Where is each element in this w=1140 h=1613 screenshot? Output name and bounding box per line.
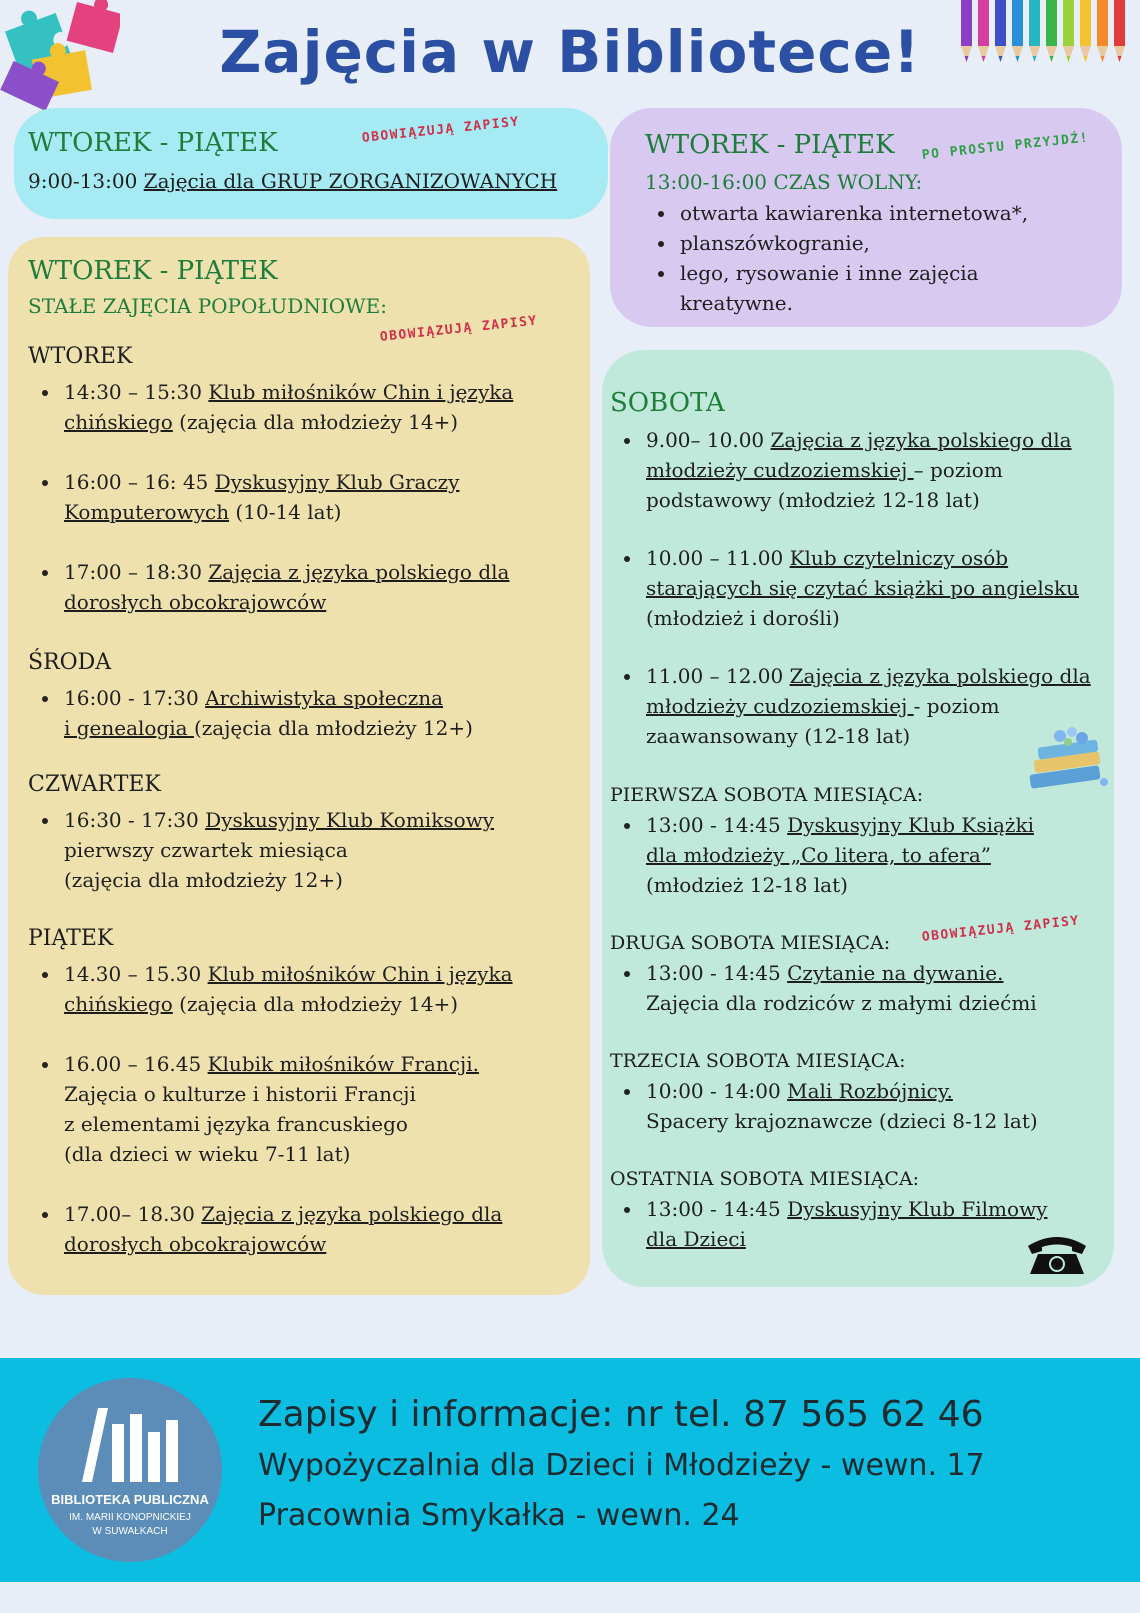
day-activity-list (24, 805, 494, 895)
activity-note: (zajęcia dla młodzieży 12+) (193, 716, 473, 740)
activity-time: 13:00 - 14:45 (646, 813, 788, 837)
card1-heading: WTOREK - PIĄTEK (28, 128, 278, 158)
activity-line (646, 691, 1091, 721)
footer-phone: Zapisy i informacje: nr tel. 87 565 62 46 (258, 1394, 984, 1435)
activity-note: - poziom (913, 694, 1000, 718)
activity-time: 10:00 - 14:00 (646, 1079, 788, 1103)
activity-line (646, 1194, 1047, 1224)
activity-note: pierwszy czwartek miesiąca (64, 838, 348, 862)
activity-line (64, 407, 513, 437)
activity-link[interactable]: dorosłych obcokrajowców (64, 1232, 327, 1256)
activity-line (646, 958, 1037, 988)
activity-note: podstawowy (młodzież 12-18 lat) (646, 488, 980, 512)
card1-line (28, 166, 557, 196)
activity-time: 10.00 – 11.00 (646, 546, 790, 570)
monthly-item (606, 1194, 1047, 1254)
activity-note: (zajęcia dla młodzieży 14+) (172, 410, 459, 434)
activity-note: Zajęcia dla rodziców z małymi dziećmi (646, 991, 1037, 1015)
activity-time: 11.00 – 12.00 (646, 664, 790, 688)
activity-line (646, 1076, 1038, 1106)
activity-link[interactable]: Archiwistyka społeczna (205, 686, 444, 710)
footer-workshop-ext: Pracownia Smykałka - wewn. 24 (258, 1498, 740, 1533)
activity-time: 17:00 – 18:30 (64, 560, 209, 584)
card2-item-line: lego, rysowanie i inne zajęcia (680, 261, 979, 285)
activity-item (24, 1199, 513, 1259)
day-heading-środa: ŚRODA (28, 650, 112, 675)
card2-list-item (640, 258, 1028, 318)
activity-line (64, 1049, 513, 1079)
activity-line (64, 377, 513, 407)
activity-link[interactable]: Zajęcia z języka polskiego dla (201, 1202, 503, 1226)
books-flowers-icon (1020, 722, 1120, 802)
card2-subheading: 13:00-16:00 CZAS WOLNY: (645, 170, 923, 194)
saturday-item (606, 543, 1091, 633)
monthly-label: TRZECIA SOBOTA MIESIĄCA: (610, 1050, 906, 1072)
activity-link[interactable]: Mali Rozbójnicy. (787, 1079, 953, 1103)
saturday-item (606, 661, 1091, 751)
activity-link[interactable]: Zajęcia z języka polskiego dla (789, 664, 1091, 688)
activity-note: (młodzież 12-18 lat) (646, 873, 848, 897)
activity-note: Zajęcia o kulturze i historii Francji (64, 1082, 416, 1106)
activity-time: 9.00– 10.00 (646, 428, 771, 452)
card2-list-item (640, 228, 1028, 258)
activity-link[interactable]: Dyskusyjny Klub Filmowy (787, 1197, 1048, 1221)
day-activity-list (24, 959, 513, 1259)
activity-line (64, 587, 513, 617)
monthly-item (606, 810, 1034, 900)
activity-link[interactable]: Zajęcia z języka polskiego dla (208, 560, 510, 584)
card2-list-item (640, 198, 1028, 228)
activity-link[interactable]: starających się czytać książki po angielsku (646, 576, 1079, 600)
activity-line (64, 557, 513, 587)
activity-line (646, 543, 1091, 573)
card2-list (640, 198, 1028, 318)
activity-link[interactable]: Klubik miłośników Francji. (207, 1052, 479, 1076)
monthly-list (606, 1076, 1038, 1136)
card3-subheading: STAŁE ZAJĘCIA POPOŁUDNIOWE: (28, 294, 388, 318)
activity-item (24, 959, 513, 1019)
logo-line3: W SUWAŁKACH (92, 1526, 168, 1537)
activity-link[interactable]: Klub miłośników Chin i języka (207, 962, 513, 986)
activity-link[interactable]: i genealogia (64, 716, 194, 740)
activity-note: – poziom (913, 458, 1003, 482)
activity-time: 16:30 - 17:30 (64, 808, 206, 832)
activity-item (24, 1049, 513, 1169)
saturday-list (606, 425, 1091, 751)
activity-link[interactable]: dla Dzieci (646, 1227, 746, 1251)
monthly-label: DRUGA SOBOTA MIESIĄCA: (610, 932, 891, 954)
activity-time: 13:00 - 14:45 (646, 1197, 788, 1221)
activity-line (64, 467, 513, 497)
monthly-list (606, 958, 1037, 1018)
activity-link[interactable]: chińskiego (64, 992, 173, 1016)
card2-item-line: planszówkogranie, (680, 231, 870, 255)
activity-link[interactable]: młodzieży cudzoziemskiej (646, 458, 914, 482)
activity-link[interactable]: Dyskusyjny Klub Komiksowy (205, 808, 495, 832)
day-activity-list (24, 377, 513, 617)
activity-item (24, 805, 494, 895)
card1-activity-link[interactable]: Zajęcia dla GRUP ZORGANIZOWANYCH (143, 169, 558, 193)
activity-item (24, 467, 513, 527)
monthly-label: PIERWSZA SOBOTA MIESIĄCA: (610, 784, 924, 806)
activity-note: (zajęcia dla młodzieży 12+) (64, 868, 343, 892)
footer-lending-ext: Wypożyczalnia dla Dzieci i Młodzieży - wewn. 17 (258, 1448, 985, 1483)
activity-time: 14:30 – 15:30 (64, 380, 209, 404)
activity-link[interactable]: Dyskusyjny Klub Graczy (214, 470, 460, 494)
activity-line (646, 661, 1091, 691)
monthly-list (606, 810, 1034, 900)
page-title: Zajęcia w Bibliotece! (219, 18, 921, 86)
activity-link[interactable]: Klub miłośników Chin i języka (208, 380, 514, 404)
card3-stamp: OBOWIĄZUJĄ ZAPISY (379, 313, 539, 345)
card1-stamp: OBOWIĄZUJĄ ZAPISY (361, 114, 521, 146)
day-activity-list (24, 683, 473, 743)
activity-line (64, 989, 513, 1019)
monthly-label: OSTATNIA SOBOTA MIESIĄCA: (610, 1168, 920, 1190)
activity-time: 13:00 - 14:45 (646, 961, 788, 985)
card3-heading: WTOREK - PIĄTEK (28, 256, 278, 286)
activity-time: 16:00 – 16: 45 (64, 470, 215, 494)
day-heading-piątek: PIĄTEK (28, 926, 114, 951)
card2-stamp: PO PROSTU PRZYJDŹ! (921, 130, 1090, 163)
activity-line (64, 683, 473, 713)
activity-time: 14.30 – 15.30 (64, 962, 208, 986)
activity-note: (zajęcia dla młodzieży 14+) (172, 992, 459, 1016)
activity-line (646, 573, 1091, 603)
activity-link[interactable]: dla młodzieży „Co litera, to afera” (646, 843, 991, 867)
activity-line (646, 810, 1034, 840)
monthly-item (606, 958, 1037, 1018)
monthly-item (606, 1076, 1038, 1136)
card2-item-line: otwarta kawiarenka internetowa*, (680, 201, 1029, 225)
activity-item (24, 683, 473, 743)
activity-note: (młodzież i dorośli) (646, 606, 840, 630)
saturday-item (606, 425, 1091, 515)
activity-line (646, 455, 1091, 485)
library-logo-icon (38, 1378, 222, 1562)
card2-heading: WTOREK - PIĄTEK (645, 130, 895, 160)
monthly-list (606, 1194, 1047, 1254)
activity-line (646, 425, 1091, 455)
activity-time: 17.00– 18.30 (64, 1202, 202, 1226)
activity-line (64, 1229, 513, 1259)
activity-note: zaawansowany (12-18 lat) (646, 724, 911, 748)
logo-line2: IM. MARII KONOPNICKIEJ (69, 1512, 191, 1523)
activity-link[interactable]: Klub czytelniczy osób (789, 546, 1009, 570)
activity-link[interactable]: dorosłych obcokrajowców (64, 590, 327, 614)
card4-heading: SOBOTA (610, 388, 725, 418)
day-heading-czwartek: CZWARTEK (28, 772, 161, 797)
logo-line1: BIBLIOTEKA PUBLICZNA (51, 1492, 209, 1507)
activity-link[interactable]: Zajęcia z języka polskiego dla (770, 428, 1072, 452)
activity-note: z elementami języka francuskiego (64, 1112, 408, 1136)
logo-bars-icon (78, 1402, 182, 1482)
activity-link[interactable]: chińskiego (64, 410, 173, 434)
activity-note: (10-14 lat) (229, 500, 342, 524)
activity-link[interactable]: młodzieży cudzoziemskiej (646, 694, 914, 718)
activity-time: 16:00 - 17:30 (64, 686, 206, 710)
monthly-stamp: OBOWIĄZUJĄ ZAPISY (921, 913, 1081, 945)
telephone-icon (1024, 1232, 1090, 1280)
card1-time: 9:00-13:00 (28, 169, 138, 193)
activity-item (24, 557, 513, 617)
activity-note: Spacery krajoznawcze (dzieci 8-12 lat) (646, 1109, 1038, 1133)
card2-item-line: kreatywne. (680, 291, 793, 315)
activity-note: (dla dzieci w wieku 7-11 lat) (64, 1142, 351, 1166)
activity-item (24, 377, 513, 437)
day-heading-wtorek: WTOREK (28, 344, 133, 369)
activity-link[interactable]: Komputerowych (64, 500, 230, 524)
activity-line (64, 713, 473, 743)
activity-link[interactable]: Dyskusyjny Klub Książki (787, 813, 1034, 837)
activity-link[interactable]: Czytanie na dywanie. (787, 961, 1004, 985)
activity-line (64, 497, 513, 527)
activity-time: 16.00 – 16.45 (64, 1052, 208, 1076)
activity-line (64, 959, 513, 989)
activity-line (64, 805, 494, 835)
activity-line (64, 1199, 513, 1229)
